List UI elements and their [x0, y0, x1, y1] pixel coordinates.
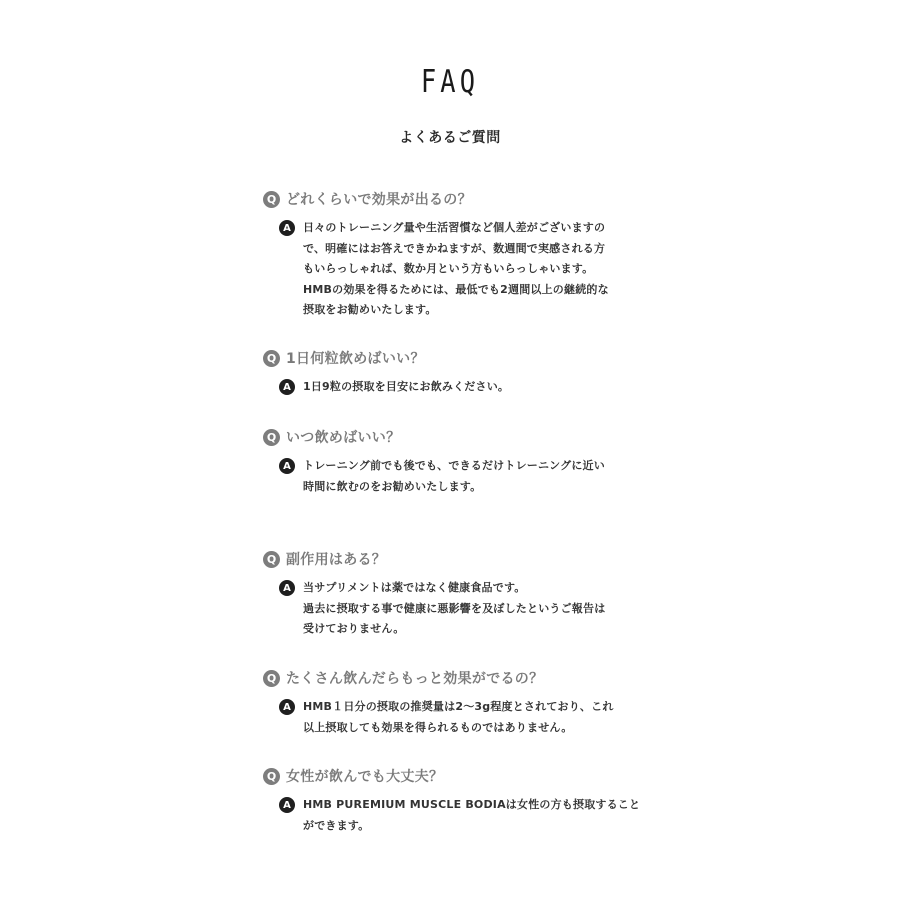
faq-answer	[279, 697, 663, 738]
faq-question	[263, 549, 663, 569]
answer-line: 時間に飲むのをお勧めいたします。	[303, 479, 482, 493]
answer-line: HMBの効果を得るためには、最低でも2週間以上の継続的な	[303, 282, 609, 296]
faq-item-more-intake	[263, 668, 663, 738]
faq-question	[263, 348, 663, 368]
faq-item-timing	[263, 427, 663, 497]
answer-line: 受けておりません。	[303, 622, 405, 635]
faq-item-effect-timing	[263, 189, 663, 321]
faq-answer-text	[303, 795, 640, 836]
answer-line: HMB１日分の摂取の推奨量は2〜3g程度とされており、これ	[303, 700, 614, 713]
answer-icon: A	[279, 699, 295, 715]
question-icon: Q	[263, 768, 280, 785]
faq-answer-text	[303, 218, 609, 321]
faq-question-text: いつ飲めばいい？	[286, 430, 401, 446]
faq-question-text: たくさん飲んだらもっと効果がでるの？	[286, 671, 544, 687]
page-title: FAQ	[420, 64, 480, 100]
question-icon: Q	[263, 350, 280, 367]
faq-question	[263, 189, 663, 209]
question-icon: Q	[263, 551, 280, 568]
answer-line: で、明確にはお答えできかねますが、数週間で実感される方	[303, 241, 606, 255]
answer-line: 当サプリメントは薬ではなく健康食品です。	[303, 581, 526, 594]
answer-icon: A	[279, 580, 295, 596]
answer-icon: A	[279, 220, 295, 236]
faq-answer-text	[303, 697, 614, 738]
faq-question-text: 副作用はある？	[286, 552, 387, 568]
faq-answer	[279, 578, 663, 640]
faq-question-text: 女性が飲んでも大丈夫？	[286, 769, 444, 785]
faq-item-side-effects	[263, 549, 663, 640]
page-subtitle: よくあるご質問	[399, 130, 501, 146]
faq-question	[263, 427, 663, 447]
faq-answer	[279, 218, 663, 321]
faq-answer	[279, 456, 663, 497]
answer-line: HMB PUREMIUM MUSCLE BODIAは女性の方も摂取すること	[303, 798, 641, 811]
faq-item-women	[263, 766, 663, 836]
faq-item-daily-dose	[263, 348, 663, 398]
faq-question-text: どれくらいで効果が出るの？	[286, 192, 472, 208]
answer-line: 以上摂取しても効果を得られるものではありません。	[303, 720, 573, 734]
answer-line: 摂取をお勧めいたします。	[303, 303, 437, 316]
faq-answer-text	[303, 456, 605, 497]
question-icon: Q	[263, 670, 280, 687]
answer-line: 1日9粒の摂取を目安にお飲みください。	[303, 380, 510, 393]
answer-line: ができます。	[303, 818, 370, 832]
answer-line: もいらっしゃれば、数か月という方もいらっしゃいます。	[303, 262, 594, 275]
faq-answer-text	[303, 578, 605, 640]
faq-answer	[279, 377, 663, 398]
answer-line: トレーニング前でも後でも、できるだけトレーニングに近い	[303, 459, 605, 472]
answer-line: 日々のトレーニング量や生活習慣など個人差がございますの	[303, 221, 606, 234]
faq-answer-text	[303, 377, 509, 398]
answer-icon: A	[279, 458, 295, 474]
faq-question	[263, 668, 663, 688]
faq-answer	[279, 795, 663, 836]
answer-icon: A	[279, 379, 295, 395]
answer-line: 過去に摂取する事で健康に悪影響を及ぼしたというご報告は	[303, 601, 606, 615]
faq-question	[263, 766, 663, 786]
question-icon: Q	[263, 191, 280, 208]
answer-icon: A	[279, 797, 295, 813]
question-icon: Q	[263, 429, 280, 446]
faq-question-text: 1日何粒飲めばいい？	[286, 351, 425, 367]
